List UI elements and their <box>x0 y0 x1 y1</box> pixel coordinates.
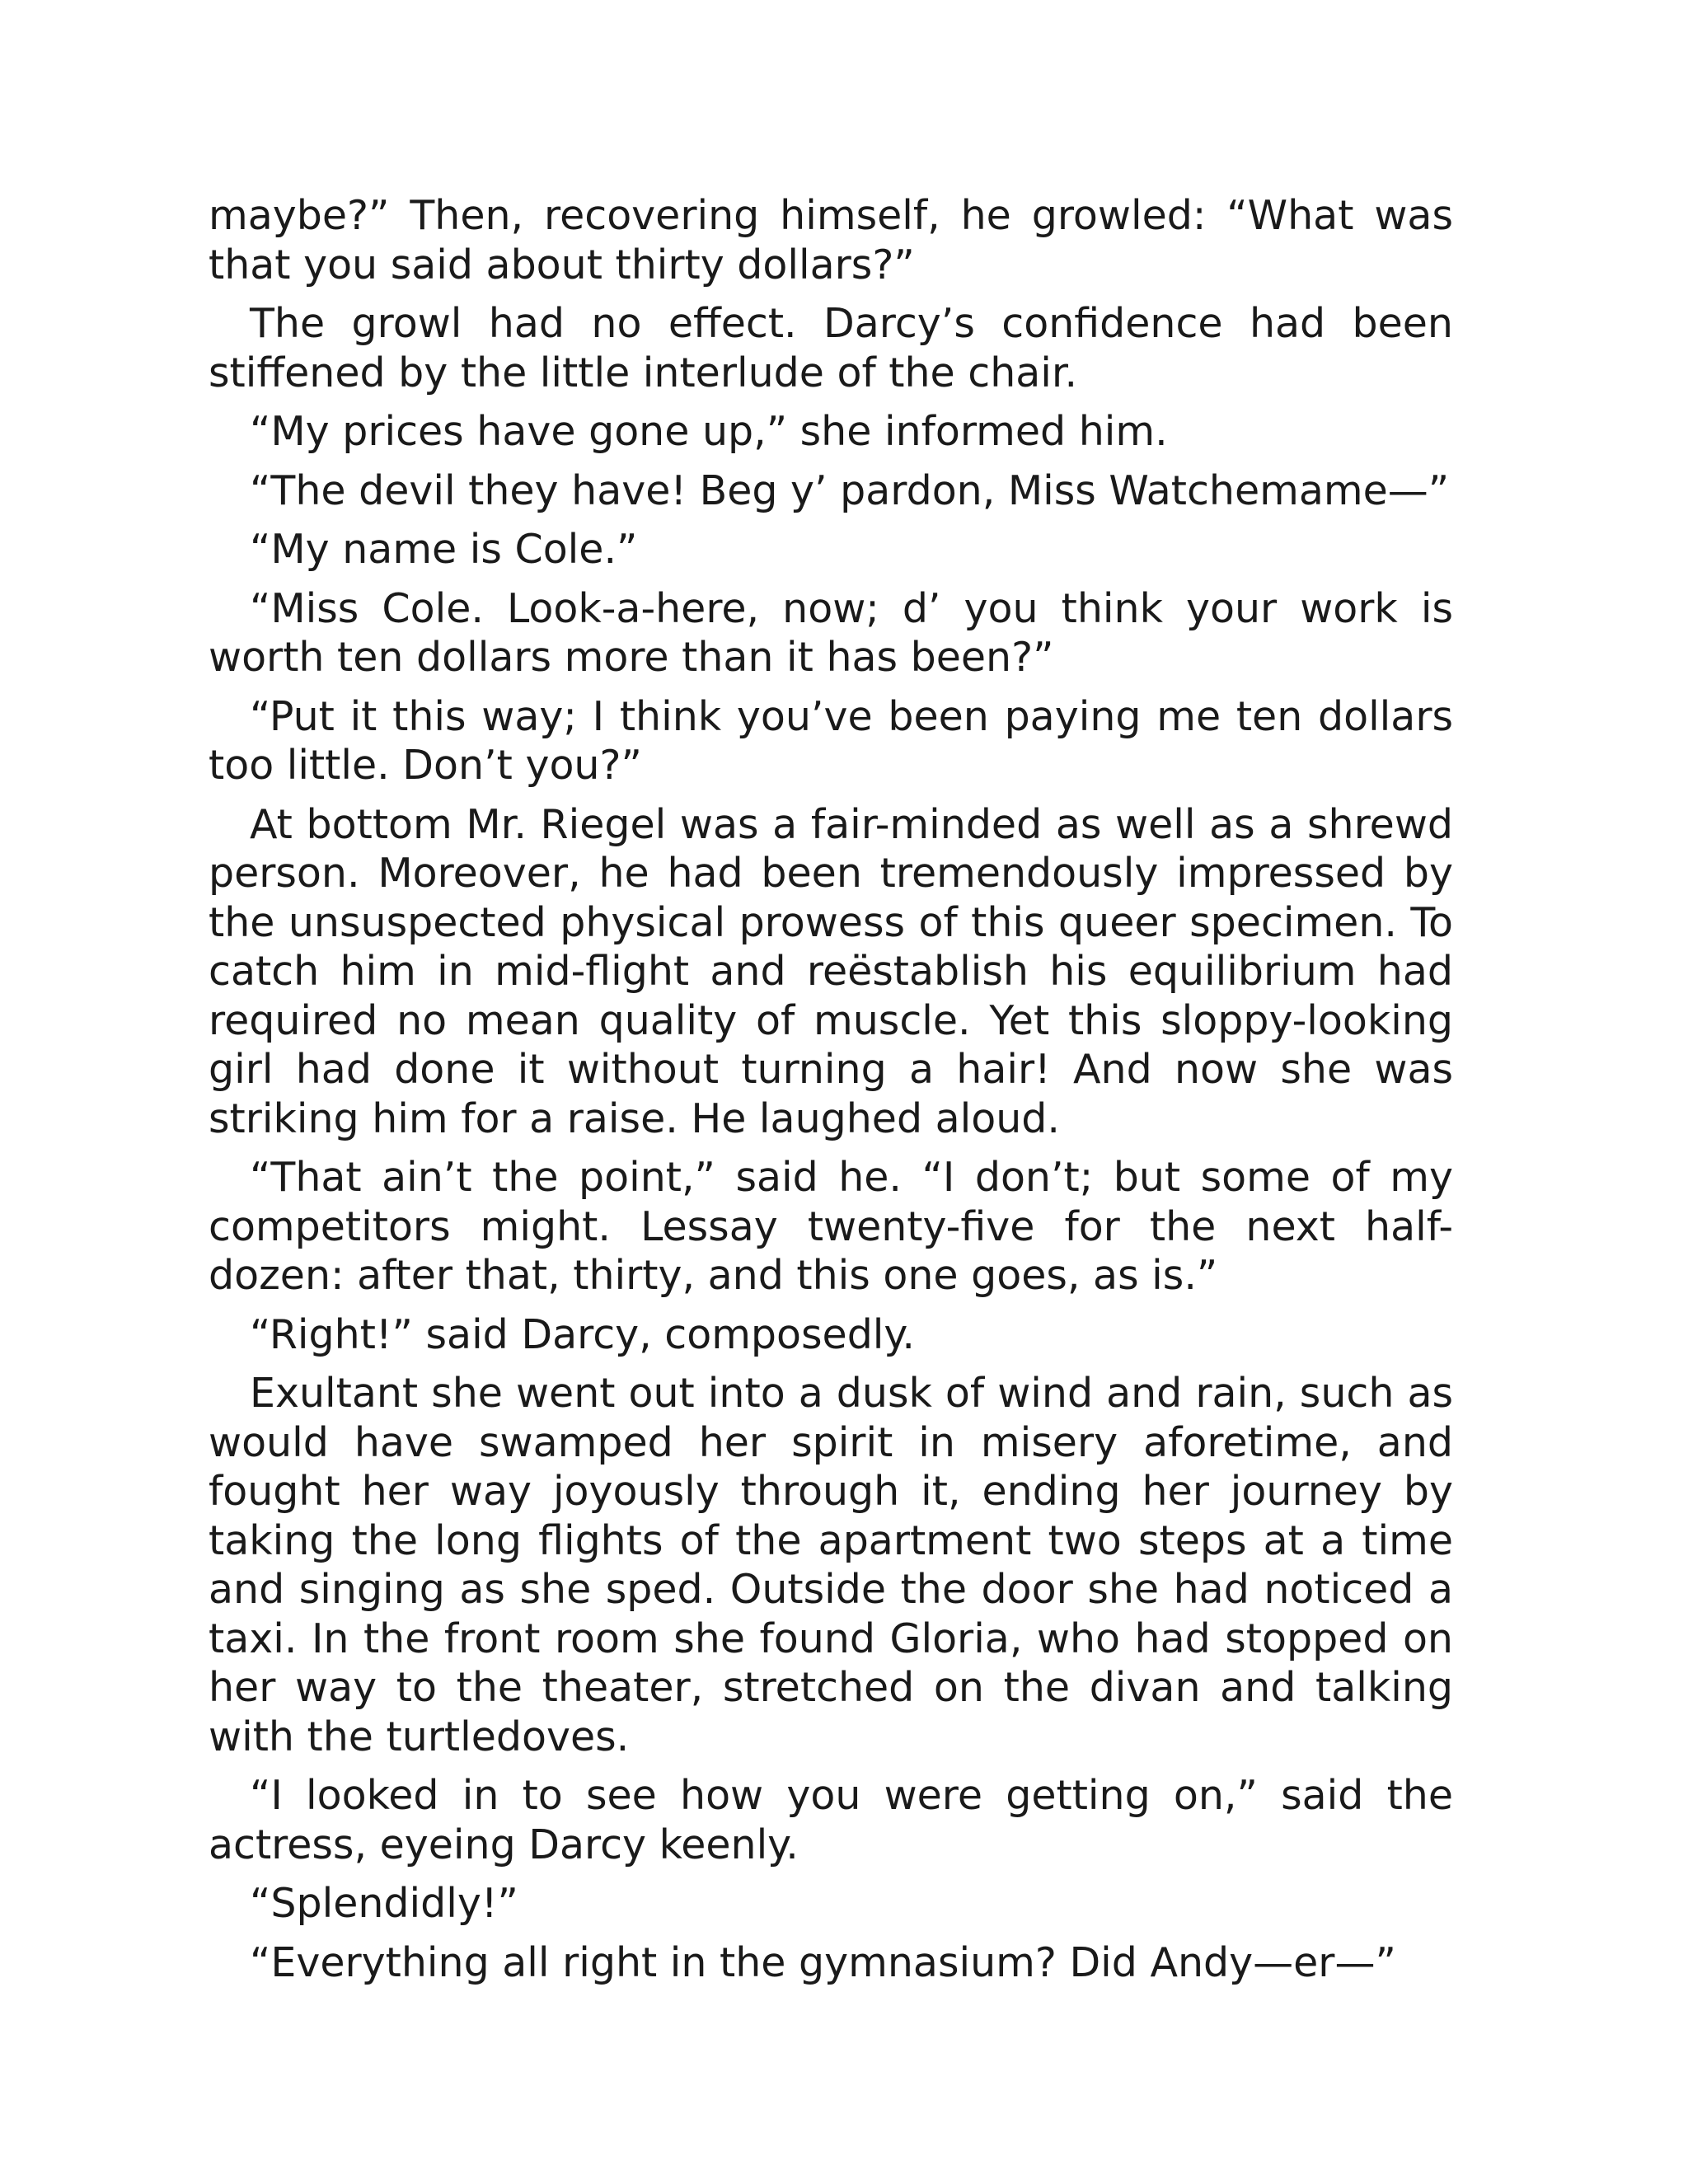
page-body <box>209 191 1453 1997</box>
paragraph: “My prices have gone up,” she informed him. <box>250 408 1168 455</box>
paragraph: “Right!” said Darcy, composedly. <box>250 1310 915 1358</box>
paragraph: Exultant she went out into a dusk of wind and rain, such as would have swamped her spirit in misery aforetime, and fought her way joyously through it, ending her journey by taking the long flights of the apartment two steps at a time and singing as she sped. Outside the door she had noticed a taxi. In the front room she found Gloria, who had stopped on her way to the theater, stretched on the divan and talking with the turtledoves. <box>209 1370 1453 1760</box>
paragraph: “The devil they have! Beg y’ pardon, Miss Watchemame—” <box>250 466 1450 514</box>
paragraph: “That ain’t the point,” said he. “I don’t; but some of my competitors might. Lessay twenty-five for the next half-dozen: after that, thirty, and this one goes, as is.” <box>209 1154 1453 1299</box>
paragraph: At bottom Mr. Riegel was a fair-minded as well as a shrewd person. Moreover, he had been tremendously impressed by the unsuspected physical prowess of this queer specimen. To catch him in mid-flight and reëstablish his equilibrium had required no mean quality of muscle. Yet this sloppy-looking girl had done it without turning a hair! And now she was striking him for a raise. He laughed aloud. <box>209 800 1453 1142</box>
paragraph-continued: maybe?” Then, recovering himself, he growled: “What was that you said about thirty dollars?” <box>209 192 1453 288</box>
paragraph: “I looked in to see how you were getting on,” said the actress, eyeing Darcy keenly. <box>209 1772 1453 1868</box>
paragraph: The growl had no effect. Darcy’s confidence had been stiffened by the little interlude of the chair. <box>209 300 1453 396</box>
paragraph: “Miss Cole. Look-a-here, now; d’ you think your work is worth ten dollars more than it has been?” <box>209 584 1453 681</box>
paragraph: “Put it this way; I think you’ve been paying me ten dollars too little. Don’t you?” <box>209 692 1453 789</box>
paragraph: “Everything all right in the gymnasium? Did Andy—er—” <box>250 1938 1396 1986</box>
paragraph: “My name is Cole.” <box>250 526 638 573</box>
paragraph: “Splendidly!” <box>250 1880 518 1927</box>
